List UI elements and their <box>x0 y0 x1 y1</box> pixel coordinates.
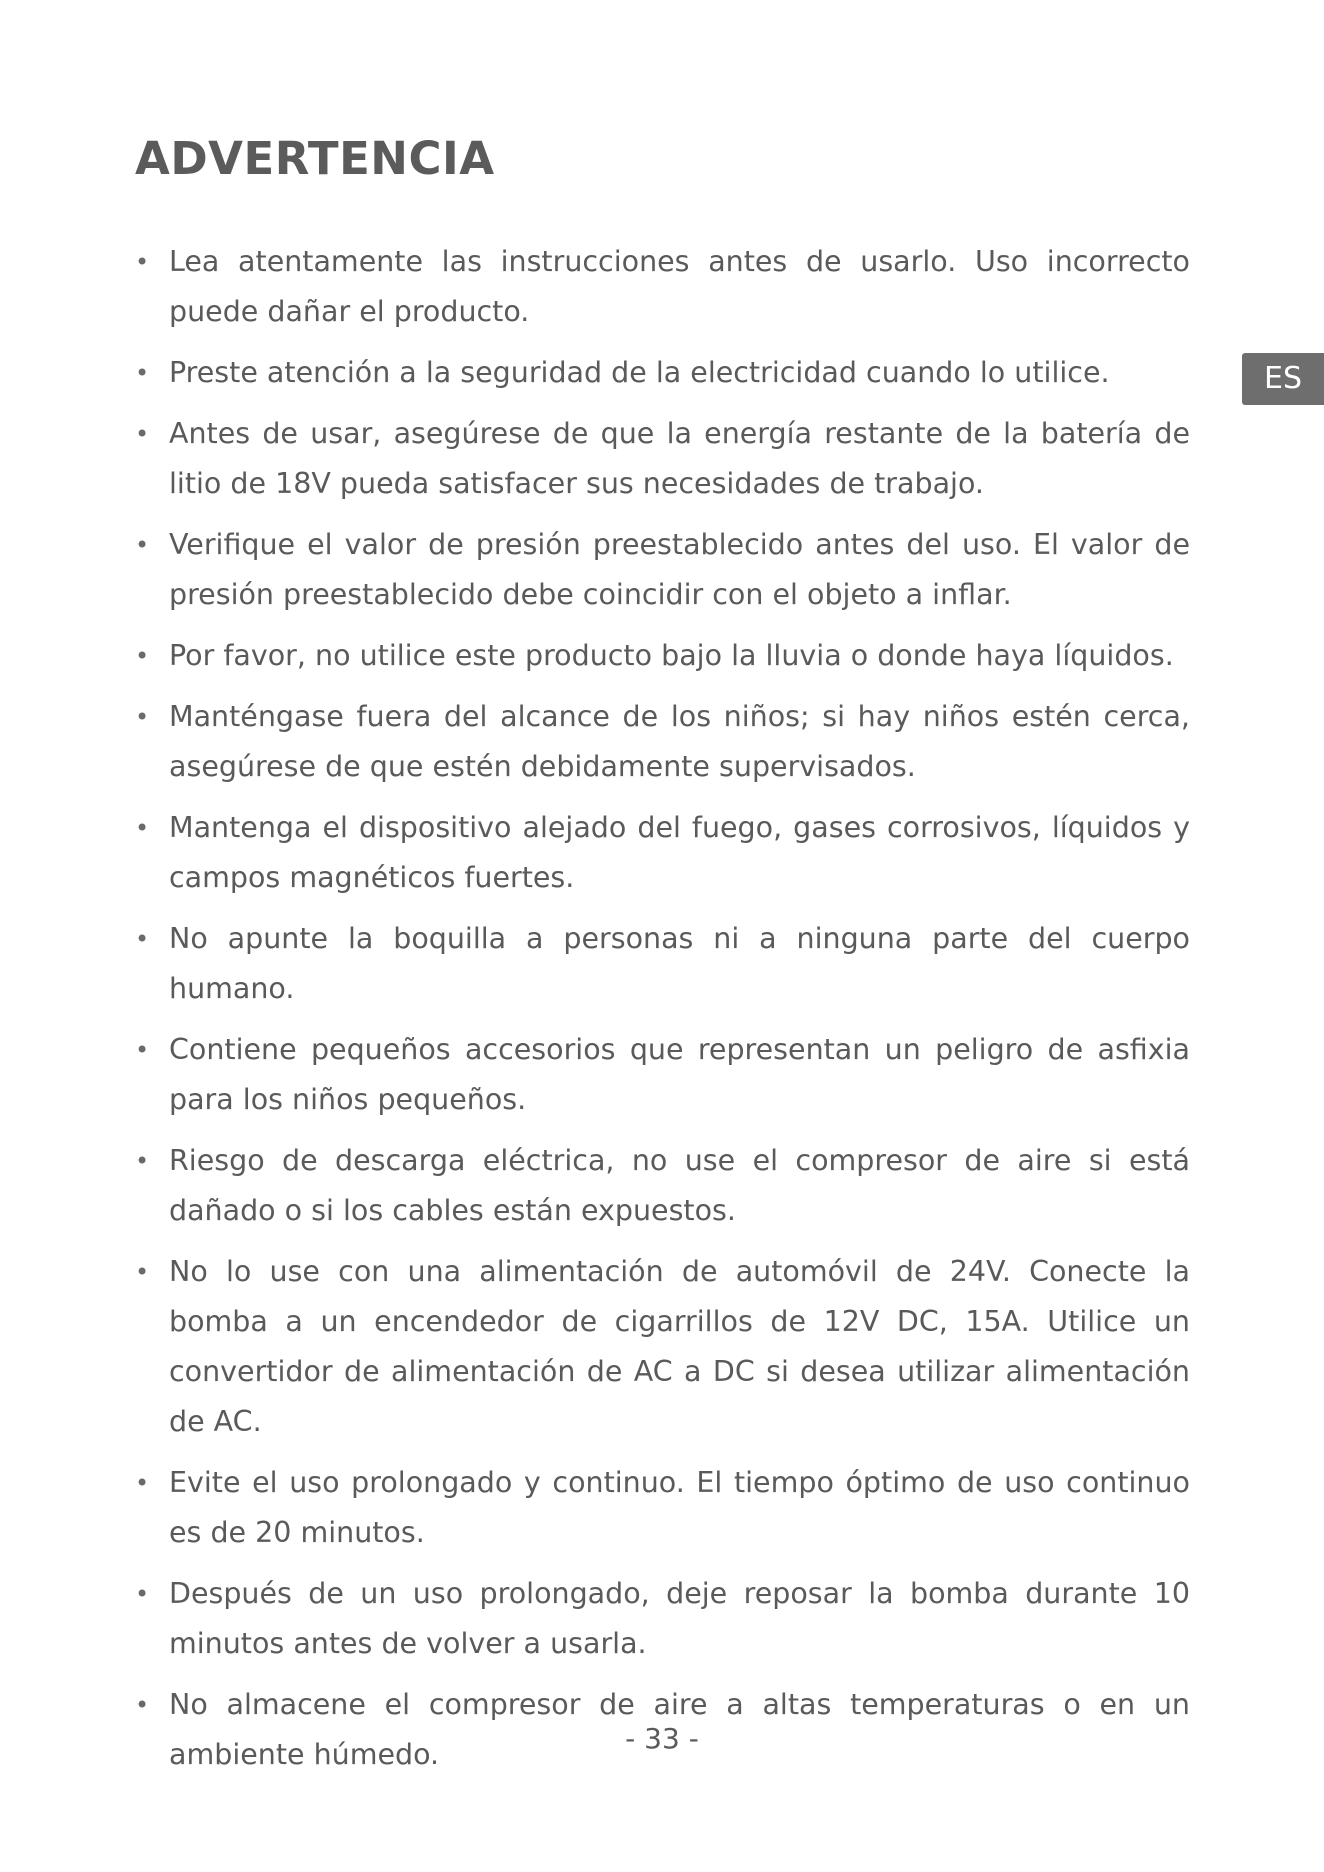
warning-list <box>135 237 1190 1791</box>
warning-item <box>135 1136 1190 1236</box>
warning-text: Contiene pequeños accesorios que representan un peligro de asfixia para los niños pequeños. <box>169 1033 1190 1116</box>
warning-text: Riesgo de descarga eléctrica, no use el compresor de aire si está dañado o si los cables están expuestos. <box>169 1144 1190 1227</box>
bullet-icon: • <box>135 420 150 448</box>
warning-item <box>135 631 1190 681</box>
bullet-icon: • <box>135 1580 150 1608</box>
warning-text: Preste atención a la seguridad de la electricidad cuando lo utilice. <box>169 356 1110 389</box>
warning-text: No apunte la boquilla a personas ni a ninguna parte del cuerpo humano. <box>169 922 1190 1005</box>
warning-text: Lea atentamente las instrucciones antes de usarlo. Uso incorrecto puede dañar el producto. <box>169 245 1190 328</box>
warning-text: Verifique el valor de presión preestablecido antes del uso. El valor de presión preestablecido debe coincidir con el objeto a inflar. <box>169 528 1190 611</box>
warning-item <box>135 520 1190 620</box>
bullet-icon: • <box>135 531 150 559</box>
warning-text: Después de un uso prolongado, deje reposar la bomba durante 10 minutos antes de volver a usarla. <box>169 1577 1190 1660</box>
warning-item <box>135 409 1190 509</box>
page-title: ADVERTENCIA <box>135 132 495 185</box>
bullet-icon: • <box>135 248 150 276</box>
bullet-icon: • <box>135 642 150 670</box>
bullet-icon: • <box>135 1691 150 1719</box>
warning-item <box>135 803 1190 903</box>
bullet-icon: • <box>135 703 150 731</box>
bullet-icon: • <box>135 1147 150 1175</box>
warning-text: Evite el uso prolongado y continuo. El tiempo óptimo de uso continuo es de 20 minutos. <box>169 1466 1190 1549</box>
bullet-icon: • <box>135 359 150 387</box>
warning-text: Manténgase fuera del alcance de los niños; si hay niños estén cerca, asegúrese de que estén debidamente supervisados. <box>169 700 1190 783</box>
warning-text: No lo use con una alimentación de automóvil de 24V. Conecte la bomba a un encendedor de cigarrillos de 12V DC, 15A. Utilice un convertidor de alimentación de AC a DC si desea utilizar alimentación de AC. <box>169 1255 1190 1438</box>
warning-item <box>135 1569 1190 1669</box>
warning-text: Mantenga el dispositivo alejado del fuego, gases corrosivos, líquidos y campos magnéticos fuertes. <box>169 811 1190 894</box>
warning-item <box>135 1025 1190 1125</box>
warning-text: No almacene el compresor de aire a altas temperaturas o en un ambiente húmedo. <box>169 1688 1190 1771</box>
bullet-icon: • <box>135 814 150 842</box>
page-number: - 33 - <box>625 1722 699 1755</box>
bullet-icon: • <box>135 1469 150 1497</box>
bullet-icon: • <box>135 1258 150 1286</box>
language-tab: ES <box>1242 353 1324 405</box>
warning-item <box>135 1247 1190 1447</box>
bullet-icon: • <box>135 925 150 953</box>
warning-item <box>135 692 1190 792</box>
warning-text: Antes de usar, asegúrese de que la energía restante de la batería de litio de 18V pueda satisfacer sus necesidades de trabajo. <box>169 417 1190 500</box>
warning-item <box>135 348 1190 398</box>
warning-item <box>135 914 1190 1014</box>
warning-text: Por favor, no utilice este producto bajo la lluvia o donde haya líquidos. <box>169 639 1174 672</box>
warning-item <box>135 1458 1190 1558</box>
bullet-icon: • <box>135 1036 150 1064</box>
warning-item <box>135 237 1190 337</box>
